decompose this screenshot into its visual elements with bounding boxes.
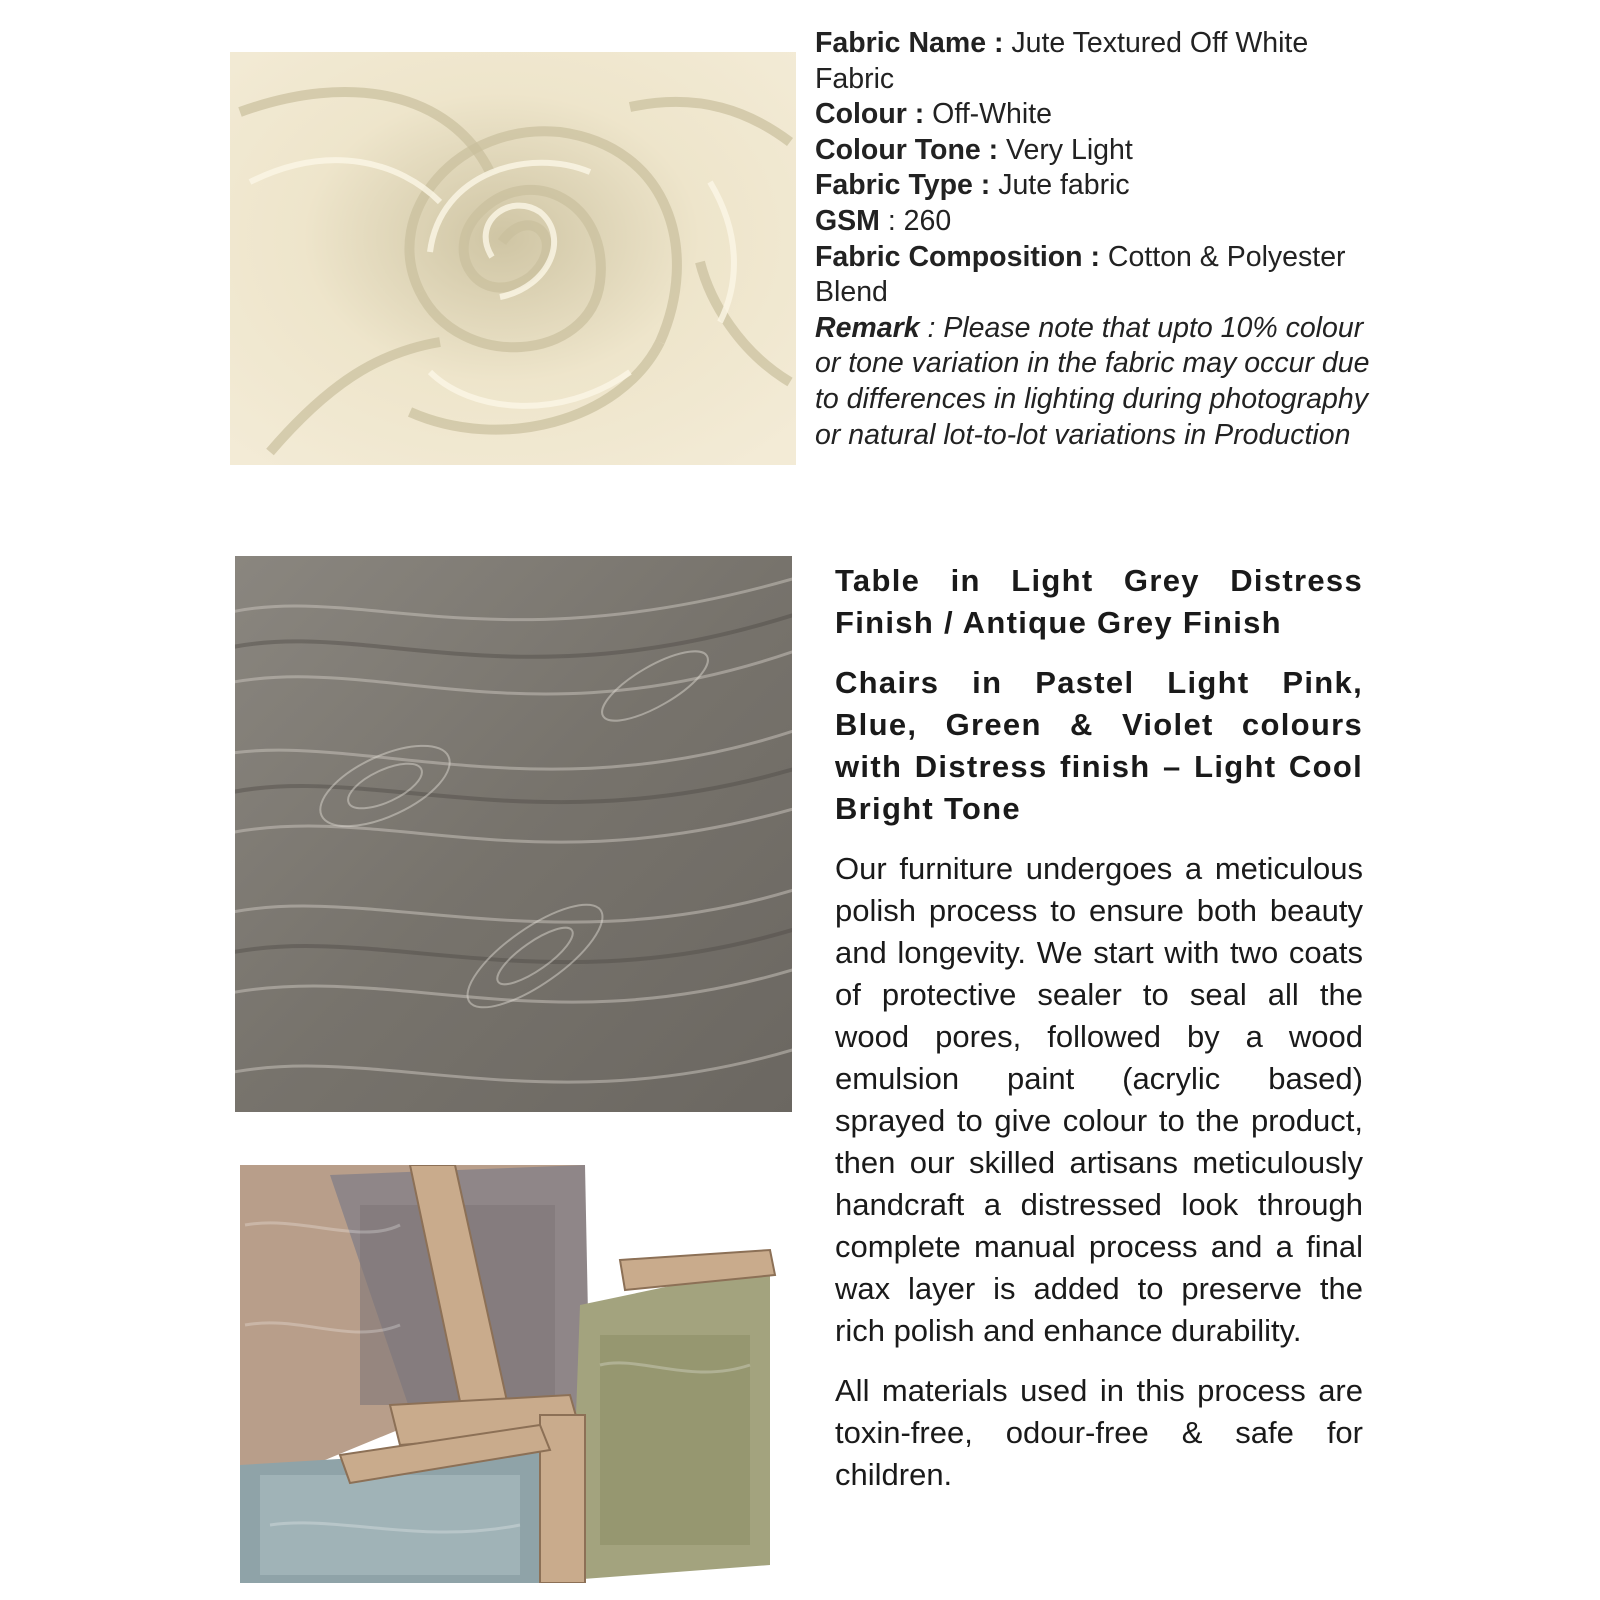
fabric-type-row	[815, 168, 1395, 204]
composition-label: Fabric Composition :	[815, 240, 1100, 273]
composition-value: Cotton & Polyester Blend	[815, 240, 1346, 309]
fabric-specifications	[815, 26, 1395, 453]
colour-tone-label: Colour Tone :	[815, 133, 999, 166]
gsm-label: GSM	[815, 204, 880, 237]
colour-value: Off-White	[932, 98, 1052, 131]
colour-row	[815, 97, 1395, 133]
gsm-value: : 260	[887, 204, 952, 237]
fabric-type-label: Fabric Type :	[815, 169, 991, 202]
fabric-name-label: Fabric Name :	[815, 27, 1004, 59]
composition-row	[815, 240, 1395, 311]
fabric-swatch-image	[230, 52, 796, 465]
remark-row	[815, 311, 1395, 453]
colour-label: Colour :	[815, 98, 925, 131]
chairs-finish-heading: Chairs in Pastel Light Pink, Blue, Green & Violet colours with Distress finish – Light Cool Bright Tone	[835, 665, 1363, 826]
gsm-row	[815, 204, 1395, 240]
colour-tone-row	[815, 133, 1395, 169]
remark-label: Remark	[815, 311, 920, 344]
fabric-name-value: Jute Textured Off White Fabric	[815, 27, 1309, 95]
grey-wood-finish-image	[235, 556, 792, 1112]
chairs-finish-image	[240, 1165, 790, 1583]
fabric-type-value: Jute fabric	[998, 169, 1130, 202]
finish-description	[835, 560, 1363, 1514]
colour-tone-value: Very Light	[1006, 133, 1133, 166]
fabric-name-row	[815, 26, 1395, 97]
polish-process-paragraph: Our furniture undergoes a meticulous polish process to ensure both beauty and longevity. We start with two coats of protective sealer to seal all the wood pores, followed by a wood emulsion paint (acrylic based) sprayed to give colour to the product, then our skilled artisans meticulously handcraft a distressed look through complete manual process and a final wax layer is added to preserve the rich polish and enhance durability.	[835, 851, 1363, 1348]
remark-value: : Please note that upto 10% colour or tone variation in the fabric may occur due to differences in lighting during photography or natural lot-to-lot variations in Production	[815, 311, 1370, 451]
table-finish-heading: Table in Light Grey Distress Finish / Antique Grey Finish	[835, 563, 1363, 640]
safety-paragraph: All materials used in this process are toxin-free, odour-free & safe for children.	[835, 1373, 1363, 1492]
